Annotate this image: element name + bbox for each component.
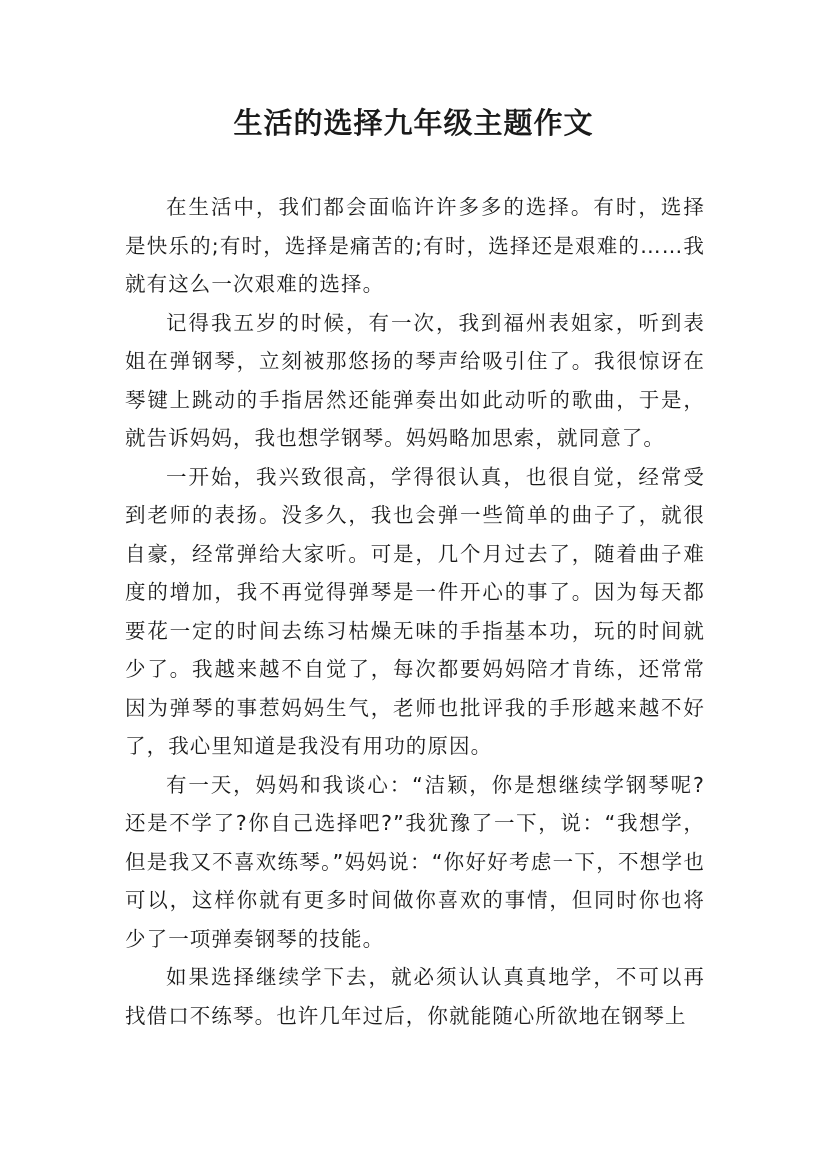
document-body	[125, 188, 705, 1035]
paragraph-2: 记得我五岁的时候，有一次，我到福州表姐家，听到表姐在弹钢琴，立刻被那悠扬的琴声给吸引住了。我很惊讶在琴键上跳动的手指居然还能弹奏出如此动听的歌曲，于是，就告诉妈妈，我也想学钢琴。妈妈略加思索，就同意了。	[125, 310, 705, 450]
paragraph-3: 一开始，我兴致很高，学得很认真，也很自觉，经常受到老师的表扬。没多久，我也会弹一些简单的曲子了，就很自豪，经常弹给大家听。可是，几个月过去了，随着曲子难度的增加，我不再觉得弹琴是一件开心的事了。因为每天都要花一定的时间去练习枯燥无味的手指基本功，玩的时间就少了。我越来越不自觉了，每次都要妈妈陪才肯练，还常常因为弹琴的事惹妈妈生气，老师也批评我的手形越来越不好了，我心里知道是我没有用功的原因。	[125, 464, 705, 758]
paragraph-1: 在生活中，我们都会面临许许多多的选择。有时，选择是快乐的;有时，选择是痛苦的;有时，选择还是艰难的……我就有这么一次艰难的选择。	[125, 195, 705, 296]
paragraph-4: 有一天，妈妈和我谈心：“洁颖，你是想继续学钢琴呢?还是不学了?你自己选择吧?”我犹豫了一下，说：“我想学，但是我又不喜欢练琴。”妈妈说：“你好好考虑一下，不想学也可以，这样你就有更多时间做你喜欢的事情，但同时你也将少了一项弹奏钢琴的技能。	[125, 772, 705, 951]
paragraph-5: 如果选择继续学下去，就必须认认真真地学，不可以再找借口不练琴。也许几年过后，你就能随心所欲地在钢琴上	[125, 965, 705, 1028]
document-title: 生活的选择九年级主题作文	[233, 106, 594, 140]
